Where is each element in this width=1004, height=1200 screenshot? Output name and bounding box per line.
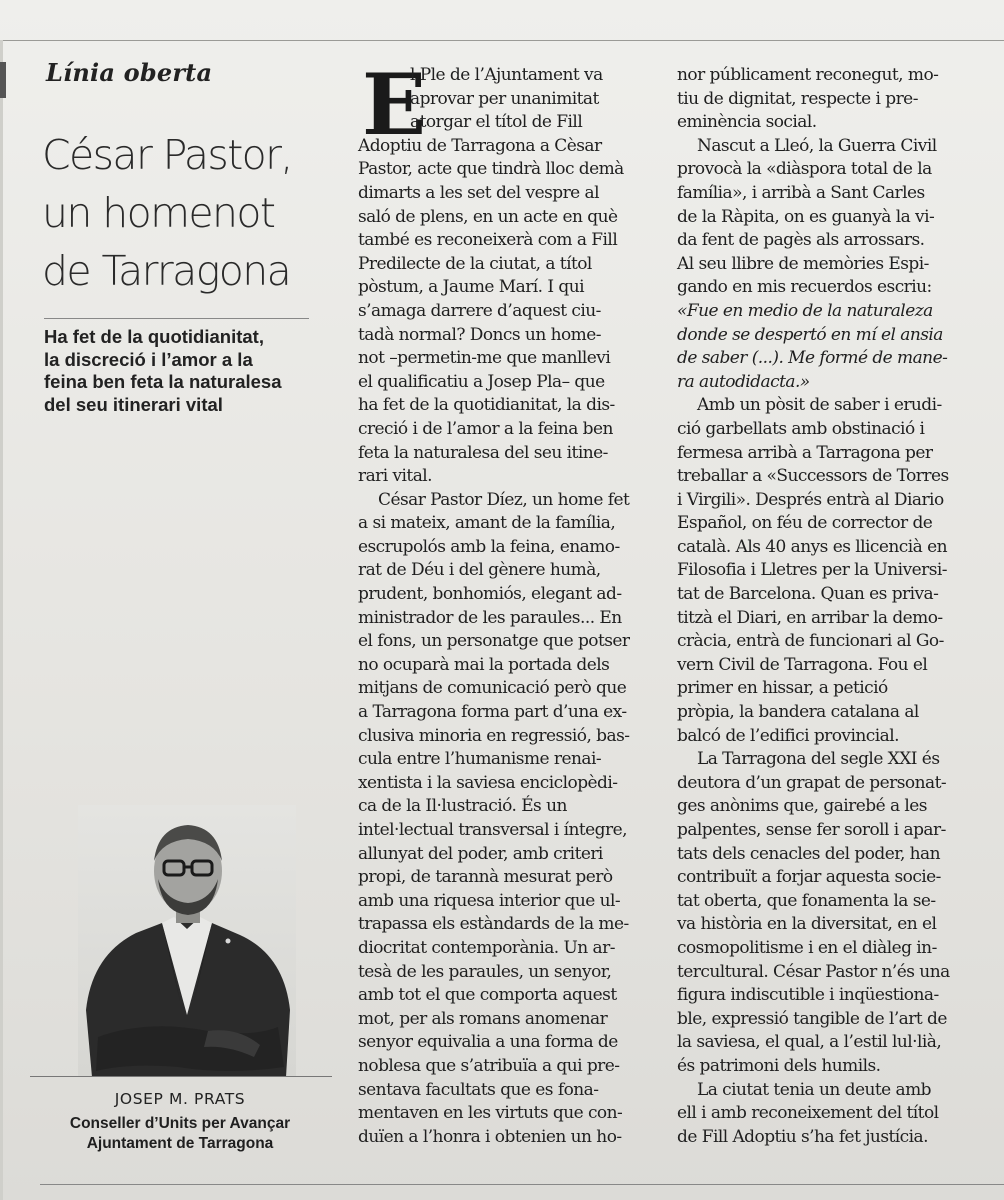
headline-line: un homenot xyxy=(42,189,275,237)
article-line: Predilecte de la ciutat, a títol xyxy=(358,253,592,274)
article-line: cula entre l’humanisme renai- xyxy=(358,749,602,770)
article-line: fermesa arribà a Tarragona per xyxy=(677,442,933,463)
author-role-line: Ajuntament de Tarragona xyxy=(86,1135,274,1152)
article-line: ges anònims que, gairebé a les xyxy=(677,796,927,817)
article-line: va història en la diversitat, en el xyxy=(677,914,937,935)
article-line: amb tot el que comporta aquest xyxy=(358,985,617,1006)
standfirst-line: del seu itinerari vital xyxy=(44,393,223,415)
article-line: amb una riquesa interior que ul- xyxy=(358,890,621,911)
headline-line: César Pastor, xyxy=(42,131,292,179)
article-line: deutora d’un grapat de personat- xyxy=(677,772,947,793)
separator-rule xyxy=(44,318,309,319)
article-line: Español, on féu de corrector de xyxy=(677,513,933,534)
article-line: s’amaga darrere d’aquest ciu- xyxy=(358,300,601,321)
article-line: pòstum, a Jaume Marí. I qui xyxy=(358,277,585,298)
article-column-2 xyxy=(677,64,950,1149)
article-line: rat de Déu i del gènere humà, xyxy=(358,560,601,581)
article-line: a si mateix, amant de la família, xyxy=(358,513,616,534)
article-line: ha fet de la quotidianitat, la dis- xyxy=(358,395,615,416)
article-line: no ocuparà mai la portada dels xyxy=(358,654,610,675)
article-line: tat de Barcelona. Quan es priva- xyxy=(677,584,939,605)
article-line: primer en hissar, a petició xyxy=(677,678,888,699)
author-photo xyxy=(78,805,296,1077)
article-line: de la Ràpita, on es guanyà la vi- xyxy=(677,206,935,227)
article-line: mitjans de comunicació però que xyxy=(358,678,627,699)
article-line: mentaven en les virtuts que con- xyxy=(358,1103,623,1124)
article-line: tadà normal? Doncs un home- xyxy=(358,324,601,345)
article-line: noblesa que s’atribuïa a qui pre- xyxy=(358,1055,620,1076)
article-line: ble, expressió tangible de l’art de xyxy=(677,1008,947,1029)
article-line: cosmopolitisme i en el diàleg in- xyxy=(677,937,937,958)
article-line: família», i arribà a Sant Carles xyxy=(677,182,925,203)
section-marker xyxy=(0,62,6,98)
bottom-rule xyxy=(40,1184,1004,1185)
article-line: ca de la Il·lustració. És un xyxy=(358,796,567,817)
article-line: intel·lectual transversal i íntegre, xyxy=(358,820,627,840)
article-line: tats dels cenacles del poder, han xyxy=(677,843,941,864)
article-line: La Tarragona del segle XXI és xyxy=(697,749,940,770)
article-line: feta la naturalesa del seu itine- xyxy=(358,442,608,463)
caption-rule xyxy=(30,1076,332,1077)
article-line: palpentes, sense fer soroll i apar- xyxy=(677,820,946,840)
article-line: Filosofia i Lletres per la Universi- xyxy=(677,560,947,581)
article-line: «Fue en medio de la naturaleza xyxy=(677,300,933,321)
author-role xyxy=(0,1114,360,1154)
article-line: Al seu llibre de memòries Espi- xyxy=(677,253,929,274)
article-line: vern Civil de Tarragona. Fou el xyxy=(677,654,928,675)
article-line: provocà la «diàspora total de la xyxy=(677,159,932,180)
article-line: rari vital. xyxy=(358,466,433,487)
standfirst-line: feina ben feta la naturalesa xyxy=(44,371,282,392)
article-line: propi, de tarannà mesurat però xyxy=(358,867,613,888)
article-line: César Pastor Díez, un home fet xyxy=(378,489,630,510)
article-line: és patrimoni dels humils. xyxy=(677,1055,881,1076)
article-line: clusiva minoria en regressió, bas- xyxy=(358,725,630,746)
article-line: atorgar el títol de Fill xyxy=(410,112,583,133)
article-column-1 xyxy=(358,55,630,1149)
article-line: senyor equivalia a una forma de xyxy=(358,1032,618,1053)
drop-cap: E xyxy=(362,55,427,154)
article-line: eminència social. xyxy=(677,112,817,133)
article-line: de saber (...). Me formé de mane- xyxy=(677,348,948,369)
article-line: xentista i la saviesa enciclopèdi- xyxy=(358,772,618,793)
article-line: Amb un pòsit de saber i erudi- xyxy=(697,395,942,416)
article-line: creció i de l’amor a la feina ben xyxy=(358,418,613,439)
page-edge xyxy=(0,40,3,1200)
article-line: balcó de l’edifici provincial. xyxy=(677,725,899,746)
article-line: aprovar per unanimitat xyxy=(410,88,599,109)
article-line: de Fill Adoptiu s’ha fet justícia. xyxy=(677,1126,928,1147)
article-line: contribuït a forjar aquesta socie- xyxy=(677,867,941,888)
article-line: tesà de les paraules, un senyor, xyxy=(358,961,612,982)
article-line: sentava facultats que es fona- xyxy=(358,1079,599,1100)
article-line: dimarts a les set del vespre al xyxy=(358,182,600,203)
section-label: Línia oberta xyxy=(46,58,213,87)
article-line: tat oberta, que fonamenta la se- xyxy=(677,890,936,911)
article-line: tercultural. César Pastor n’és una xyxy=(677,961,950,982)
article-line: ció garbellats amb obstinació i xyxy=(677,418,925,439)
article-line: duïen a l’honra i obtenien un ho- xyxy=(358,1126,622,1147)
article-line: escrupolós amb la feina, enamo- xyxy=(358,536,620,557)
top-rule xyxy=(0,40,1004,41)
article-line: i Virgili». Després entrà al Diario xyxy=(677,489,944,510)
article-line: da fent de pagès als arrossars. xyxy=(677,230,925,251)
article-line: ell i amb reconeixement del títol xyxy=(677,1103,939,1124)
article-line: donde se despertó en mí el ansia xyxy=(677,324,943,345)
article-line: prudent, bonhomiós, elegant ad- xyxy=(358,584,622,605)
standfirst-line: Ha fet de la quotidianitat, xyxy=(44,326,264,347)
article-line: nor públicament reconegut, mo- xyxy=(677,65,939,85)
article-line: l Ple de l’Ajuntament va xyxy=(410,65,603,85)
article-line: cràcia, entrà de funcionari al Go- xyxy=(677,631,944,652)
author-role-line: Conseller d’Units per Avançar xyxy=(69,1115,291,1132)
article-line: diocritat contemporània. Un ar- xyxy=(358,937,615,958)
article-line: també es reconeixerà com a Fill xyxy=(358,230,618,251)
article-line: el fons, un personatge que potser xyxy=(358,631,630,652)
article-line: tiu de dignitat, respecte i pre- xyxy=(677,88,918,109)
article-line: ministrador de les paraules... En xyxy=(358,607,622,628)
article-line: gando en mis recuerdos escriu: xyxy=(677,277,932,298)
headline-line: de Tarragona xyxy=(42,247,291,295)
article-line: el qualificatiu a Josep Pla– que xyxy=(358,371,605,392)
article-line: saló de plens, en un acte en què xyxy=(358,206,618,227)
article-line: pròpia, la bandera catalana al xyxy=(677,702,919,723)
article-line: la saviesa, el qual, a l’estil lul·lià, xyxy=(677,1032,942,1053)
article-line: trapassa els estàndards de la me- xyxy=(358,914,629,935)
article-line: Adoptiu de Tarragona a Cèsar xyxy=(358,135,602,156)
article-line: allunyat del poder, amb criteri xyxy=(358,843,603,864)
headline xyxy=(42,126,332,300)
article-line: treballar a «Successors de Torres xyxy=(677,466,949,487)
article-line: Nascut a Lleó, la Guerra Civil xyxy=(697,135,937,156)
article-line: a Tarragona forma part d’una ex- xyxy=(358,702,627,723)
article-line: figura indiscutible i inqüestiona- xyxy=(677,985,939,1006)
author-name: JOSEP M. PRATS xyxy=(114,1090,246,1108)
article-line: mot, per als romans anomenar xyxy=(358,1008,608,1029)
article-line: La ciutat tenia un deute amb xyxy=(697,1079,931,1100)
article-line: titzà el Diari, en arribar la demo- xyxy=(677,607,943,628)
article-line: Pastor, acte que tindrà lloc demà xyxy=(358,159,624,180)
standfirst xyxy=(44,326,344,416)
article-line: ra autodidacta.» xyxy=(677,371,810,392)
article-line: not –permetin-me que manllevi xyxy=(358,348,611,369)
standfirst-line: la discreció i l’amor a la xyxy=(44,348,253,370)
article-line: català. Als 40 anys es llicencià en xyxy=(677,536,947,557)
